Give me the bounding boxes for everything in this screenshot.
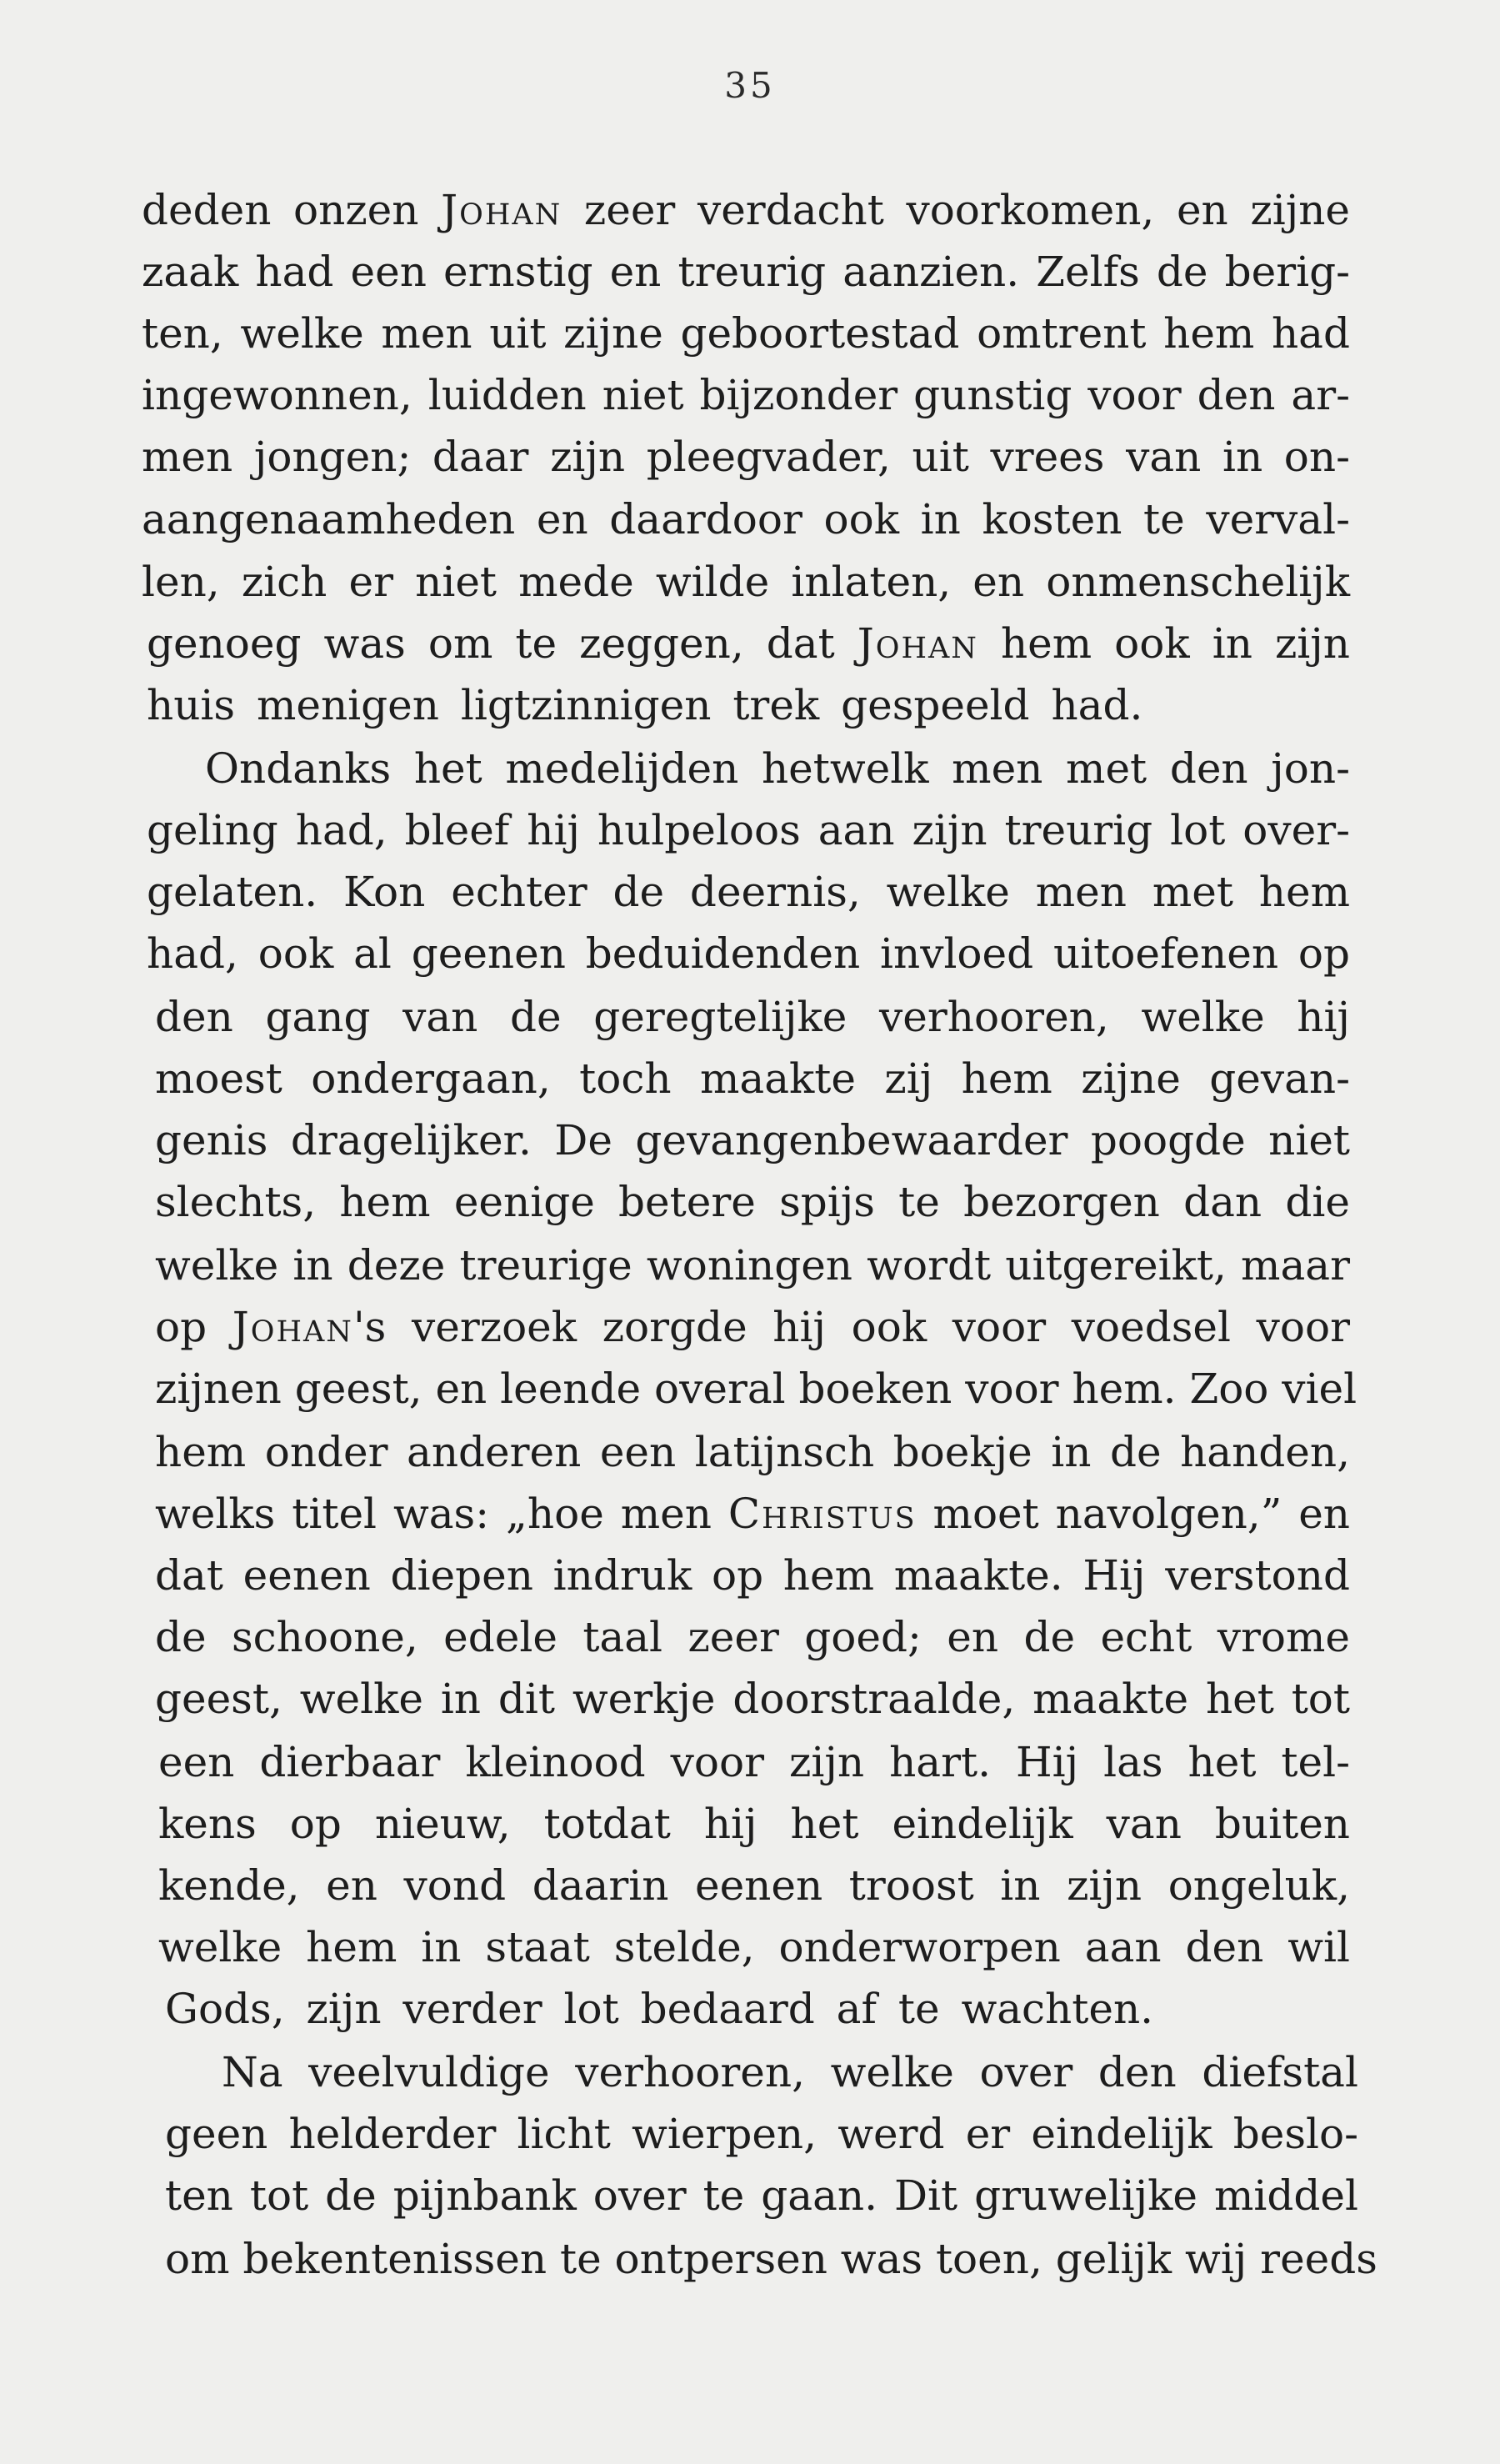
line-text: Ondanks het medelijden hetwelk men met den jon- [205,744,1350,793]
text-line [147,929,1350,979]
line-text: Na veelvuldige verhooren, welke over den diefstal [222,2048,1358,2096]
line-text: huis menigen ligtzinnigen trek gespeeld had. [147,681,1143,729]
line-text: geling had, bleef hij hulpeloos aan zijn treurig lot over- [147,806,1350,854]
line-text: dat eenen diepen indruk op hem maakte. Hij verstond [155,1551,1350,1600]
line-text: had, ook al geenen beduidenden invloed uitoefenen op [147,929,1350,978]
line-text: len, zich er niet mede wilde inlaten, en onmenschelijk [142,558,1350,606]
line-text: geen helderder licht wierpen, werd er eindelijk beslo- [165,2110,1358,2158]
line-text: kende, en vond daarin eenen troost in zijn ongeluk, [158,1861,1350,1910]
text-line [155,1674,1350,1724]
line-text: welks titel was: „hoe men Christus moet navolgen,” en [155,1490,1350,1538]
line-text: kens op nieuw, totdat hij het eindelijk van buiten [158,1800,1350,1848]
line-text: zaak had een ernstig en treurig aanzien. Zelfs de berig- [142,248,1350,296]
text-line [158,1922,1350,1972]
line-text: ingewonnen, luidden niet bijzonder gunstig voor den ar- [142,371,1350,419]
line-text: geest, welke in dit werkje doorstraalde, maakte het tot [155,1675,1350,1723]
text-line [165,2234,1378,2284]
text-line [165,2171,1358,2221]
text-line [147,867,1350,917]
text-line [155,1177,1350,1227]
line-text: zijnen geest, en leende overal boeken voor hem. Zoo viel [155,1365,1358,1413]
line-text: Gods, zijn verder lot bedaard af te wachten. [165,1985,1154,2033]
text-line [142,432,1350,482]
text-line [155,1489,1350,1539]
line-text: genoeg was om te zeggen, dat Johan hem ook in zijn [147,619,1350,668]
line-text: ten tot de pijnbank over te gaan. Dit gruwelijke middel [165,2171,1358,2220]
text-line [155,1612,1350,1662]
line-text: moest ondergaan, toch maakte zij hem zijne gevan- [155,1054,1350,1103]
text-line [142,185,1350,235]
text-line [155,1054,1350,1104]
text-line [205,744,1350,794]
line-text: slechts, hem eenige betere spijs te bezorgen dan die [155,1178,1350,1226]
text-line [155,1240,1350,1290]
line-text: men jongen; daar zijn pleegvader, uit vrees van in on- [142,433,1350,481]
line-text: de schoone, edele taal zeer goed; en de echt vrome [155,1613,1350,1661]
page-number: 35 [724,65,776,106]
text-line [155,1115,1350,1165]
line-text: gelaten. Kon echter de deernis, welke men met hem [147,868,1350,916]
text-line [155,1364,1358,1414]
text-line [158,1737,1350,1787]
text-line [222,2047,1358,2097]
line-text: aangenaamheden en daardoor ook in kosten te verval- [142,495,1350,543]
text-line [155,1550,1350,1600]
text-line [165,1984,1183,2034]
line-text: ten, welke men uit zijne geboortestad omtrent hem had [142,309,1350,358]
text-line [142,308,1350,358]
text-line [155,1427,1350,1477]
text-line [158,1799,1350,1849]
text-line [142,370,1350,420]
text-line [142,557,1350,607]
text-line [155,992,1350,1042]
line-text: den gang van de geregtelijke verhooren, welke hij [155,993,1350,1041]
line-text: om bekentenissen te ontpersen was toen, gelijk wij reeds [165,2235,1378,2283]
text-line [165,2109,1358,2159]
line-text: op Johan's verzoek zorgde hij ook voor voedsel voor [155,1303,1350,1351]
line-text: welke in deze treurige woningen wordt uitgereikt, maar [155,1241,1350,1290]
text-line [147,680,1232,730]
text-line [147,805,1350,855]
text-line [142,494,1350,544]
line-text: hem onder anderen een latijnsch boekje in de handen, [155,1428,1350,1476]
line-text: genis dragelijker. De gevangenbewaarder poogde niet [155,1116,1350,1164]
text-line [147,619,1350,669]
text-line [158,1861,1350,1911]
line-text: welke hem in staat stelde, onderworpen aan den wil [158,1923,1350,1971]
text-line [155,1302,1350,1352]
line-text: deden onzen Johan zeer verdacht voorkomen, en zijne [142,186,1350,234]
line-text: een dierbaar kleinood voor zijn hart. Hij las het tel- [158,1738,1350,1786]
text-line [142,247,1350,297]
